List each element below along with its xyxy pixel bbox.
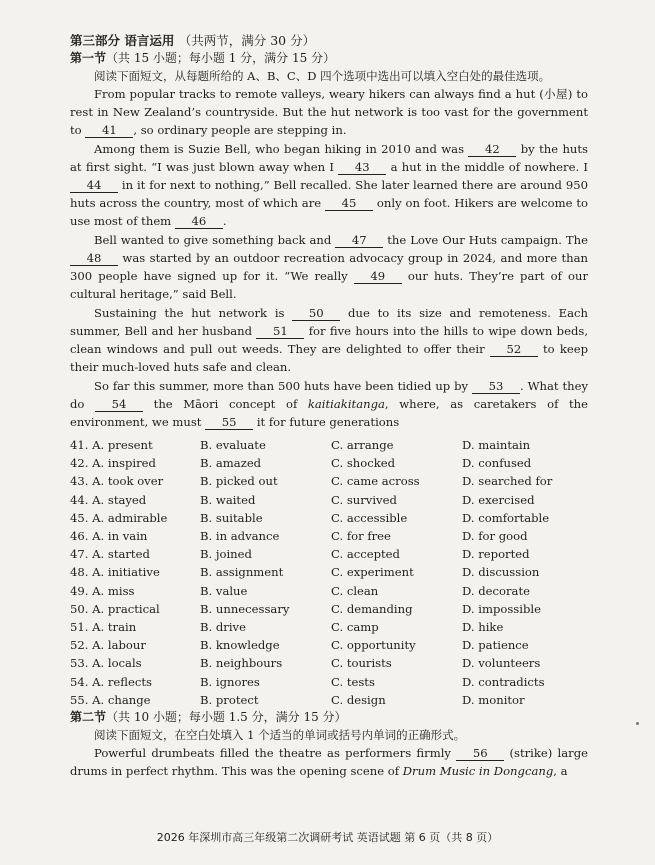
option-b: B. in advance xyxy=(200,529,280,544)
option-a: 51. A. train xyxy=(70,620,137,635)
option-row xyxy=(70,527,588,545)
option-c: C. shocked xyxy=(331,456,396,471)
option-a: 49. A. miss xyxy=(70,583,135,598)
blank-44: 44 xyxy=(70,179,118,193)
blank-51: 51 xyxy=(256,325,304,339)
option-b: B. unnecessary xyxy=(200,601,290,616)
option-b: B. knowledge xyxy=(200,638,280,653)
option-b: B. ignores xyxy=(200,674,260,689)
blank-47: 47 xyxy=(335,234,383,248)
option-a: 48. A. initiative xyxy=(70,565,160,580)
option-d: D. patience xyxy=(462,638,529,653)
option-row xyxy=(70,691,588,709)
option-row xyxy=(70,582,588,600)
option-d: D. impossible xyxy=(462,601,541,616)
option-b: B. suitable xyxy=(200,510,263,525)
option-row xyxy=(70,563,588,581)
option-a: 55. A. change xyxy=(70,692,151,707)
option-d: D. comfortable xyxy=(462,510,550,525)
option-d: D. contradicts xyxy=(462,674,545,689)
blank-42: 42 xyxy=(468,143,516,157)
option-c: C. experiment xyxy=(331,565,414,580)
section-one-title: 第一节（共 15 小题；每小题 1 分，满分 15 分） xyxy=(70,51,336,65)
option-row xyxy=(70,454,588,472)
option-d: D. hike xyxy=(462,620,504,635)
passage-paragraph-2: Among them is Suzie Bell, who began hiking in 2010 and was 42 by the huts at first sight. “I was just blown away when I 43 a hut in the middle of nowhere. I 44 in it for next to nothing,” Bell recalled. She later learned there are around 950 huts across the country, most of which are 45 only on foot. Hikers are welcome to use most of them 46 . xyxy=(70,142,588,228)
option-b: B. joined xyxy=(200,547,252,562)
option-b: B. assignment xyxy=(200,565,284,580)
option-c: C. clean xyxy=(331,583,379,598)
option-a: 41. A. present xyxy=(70,438,153,452)
option-d: D. for good xyxy=(462,529,528,544)
option-row xyxy=(70,673,588,691)
option-b: B. neighbours xyxy=(200,656,283,671)
blank-53: 53 xyxy=(472,380,520,394)
blank-50: 50 xyxy=(292,307,340,321)
option-c: C. arrange xyxy=(331,438,394,452)
blank-45: 45 xyxy=(325,197,373,211)
option-d: D. maintain xyxy=(462,438,531,452)
option-row xyxy=(70,436,588,454)
option-a: 45. A. admirable xyxy=(70,510,168,525)
exam-page xyxy=(70,32,588,781)
blank-49: 49 xyxy=(354,270,402,284)
option-b: B. amazed xyxy=(200,456,262,471)
option-d: D. volunteers xyxy=(462,656,541,671)
options-list xyxy=(70,436,588,709)
option-b: B. evaluate xyxy=(200,438,266,452)
blank-46: 46 xyxy=(175,215,223,229)
blank-41: 41 xyxy=(85,124,133,138)
option-d: D. confused xyxy=(462,456,532,471)
option-c: C. accepted xyxy=(331,547,400,562)
option-row xyxy=(70,491,588,509)
option-a: 52. A. labour xyxy=(70,638,146,653)
option-row xyxy=(70,600,588,618)
section-one-instruction: 阅读下面短文，从每题所给的 A、B、C、D 四个选项中选出可以填入空白处的最佳选项。 xyxy=(94,69,551,83)
option-row xyxy=(70,654,588,672)
option-row xyxy=(70,618,588,636)
option-a: 44. A. stayed xyxy=(70,492,147,507)
blank-48: 48 xyxy=(70,252,118,266)
option-c: C. camp xyxy=(331,620,379,635)
option-c: C. accessible xyxy=(331,510,408,525)
option-c: C. tourists xyxy=(331,656,392,671)
option-d: D. exercised xyxy=(462,492,535,507)
option-c: C. opportunity xyxy=(331,638,416,653)
option-b: B. protect xyxy=(200,692,259,707)
option-row xyxy=(70,472,588,490)
option-a: 42. A. inspired xyxy=(70,456,156,471)
option-row xyxy=(70,545,588,563)
passage-paragraph-5: So far this summer, more than 500 huts have been tidied up by 53 . What they do 54 the Māori concept of kaitiakitanga, where, as caretakers of the environment, we must 55 it for future generations xyxy=(70,379,588,429)
section-two-paragraph-1: Powerful drumbeats filled the theatre as performers firmly 56 (strike) large drums in perfect rhythm. This was the opening scene of Drum Music in Dongcang, a xyxy=(70,746,588,779)
option-b: B. waited xyxy=(200,492,256,507)
option-a: 43. A. took over xyxy=(70,474,164,489)
passage-paragraph-1: From popular tracks to remote valleys, weary hikers can always find a hut (小屋) to rest in New Zealand’s countryside. But the hut network is too vast for the government to 41 , so ordinary people are stepping in. xyxy=(70,87,588,137)
option-a: 47. A. started xyxy=(70,547,150,562)
option-b: B. drive xyxy=(200,620,246,635)
blank-54: 54 xyxy=(95,398,143,412)
option-c: C. came across xyxy=(331,474,420,489)
part-three-title: 第三部分 语言运用 （共两节，满分 30 分） xyxy=(70,33,316,48)
option-a: 53. A. locals xyxy=(70,656,142,671)
option-c: C. design xyxy=(331,692,386,707)
option-a: 46. A. in vain xyxy=(70,529,148,544)
option-b: B. value xyxy=(200,583,248,598)
option-row xyxy=(70,636,588,654)
blank-55: 55 xyxy=(205,416,253,430)
option-d: D. decorate xyxy=(462,583,530,598)
option-a: 54. A. reflects xyxy=(70,674,152,689)
section-two-instruction: 阅读下面短文，在空白处填入 1 个适当的单词或括号内单词的正确形式。 xyxy=(94,728,466,743)
option-c: C. demanding xyxy=(331,601,413,616)
page-footer: 2026 年深圳市高三年级第二次调研考试 英语试题 第 6 页（共 8 页） xyxy=(156,831,499,844)
option-d: D. reported xyxy=(462,547,530,562)
passage-paragraph-4: Sustaining the hut network is 50 due to its size and remoteness. Each summer, Bell and her husband 51 for five hours into the hills to wipe down beds, clean windows and pull out weeds. They are delighted to offer their 52 to keep their much-loved huts safe and clean. xyxy=(70,306,589,374)
option-c: C. tests xyxy=(331,674,375,689)
blank-43: 43 xyxy=(338,161,386,175)
option-c: C. survived xyxy=(331,492,397,507)
option-row xyxy=(70,509,588,527)
option-d: D. searched for xyxy=(462,474,553,489)
blank-56: 56 xyxy=(456,747,504,761)
option-a: 50. A. practical xyxy=(70,601,160,616)
blank-52: 52 xyxy=(490,343,538,357)
scan-speck xyxy=(636,722,639,725)
option-c: C. for free xyxy=(331,529,391,544)
option-b: B. picked out xyxy=(200,474,278,489)
section-two-title: 第二节（共 10 小题；每小题 1.5 分，满分 15 分） xyxy=(70,710,347,725)
option-d: D. monitor xyxy=(462,692,525,707)
passage-paragraph-3: Bell wanted to give something back and 47 the Love Our Huts campaign. The 48 was started by an outdoor recreation advocacy group in 2024, and more than 300 people have signed up for it. “We really 49 our huts. They’re part of our cultural heritage,” said Bell. xyxy=(70,233,588,301)
option-d: D. discussion xyxy=(462,565,540,580)
